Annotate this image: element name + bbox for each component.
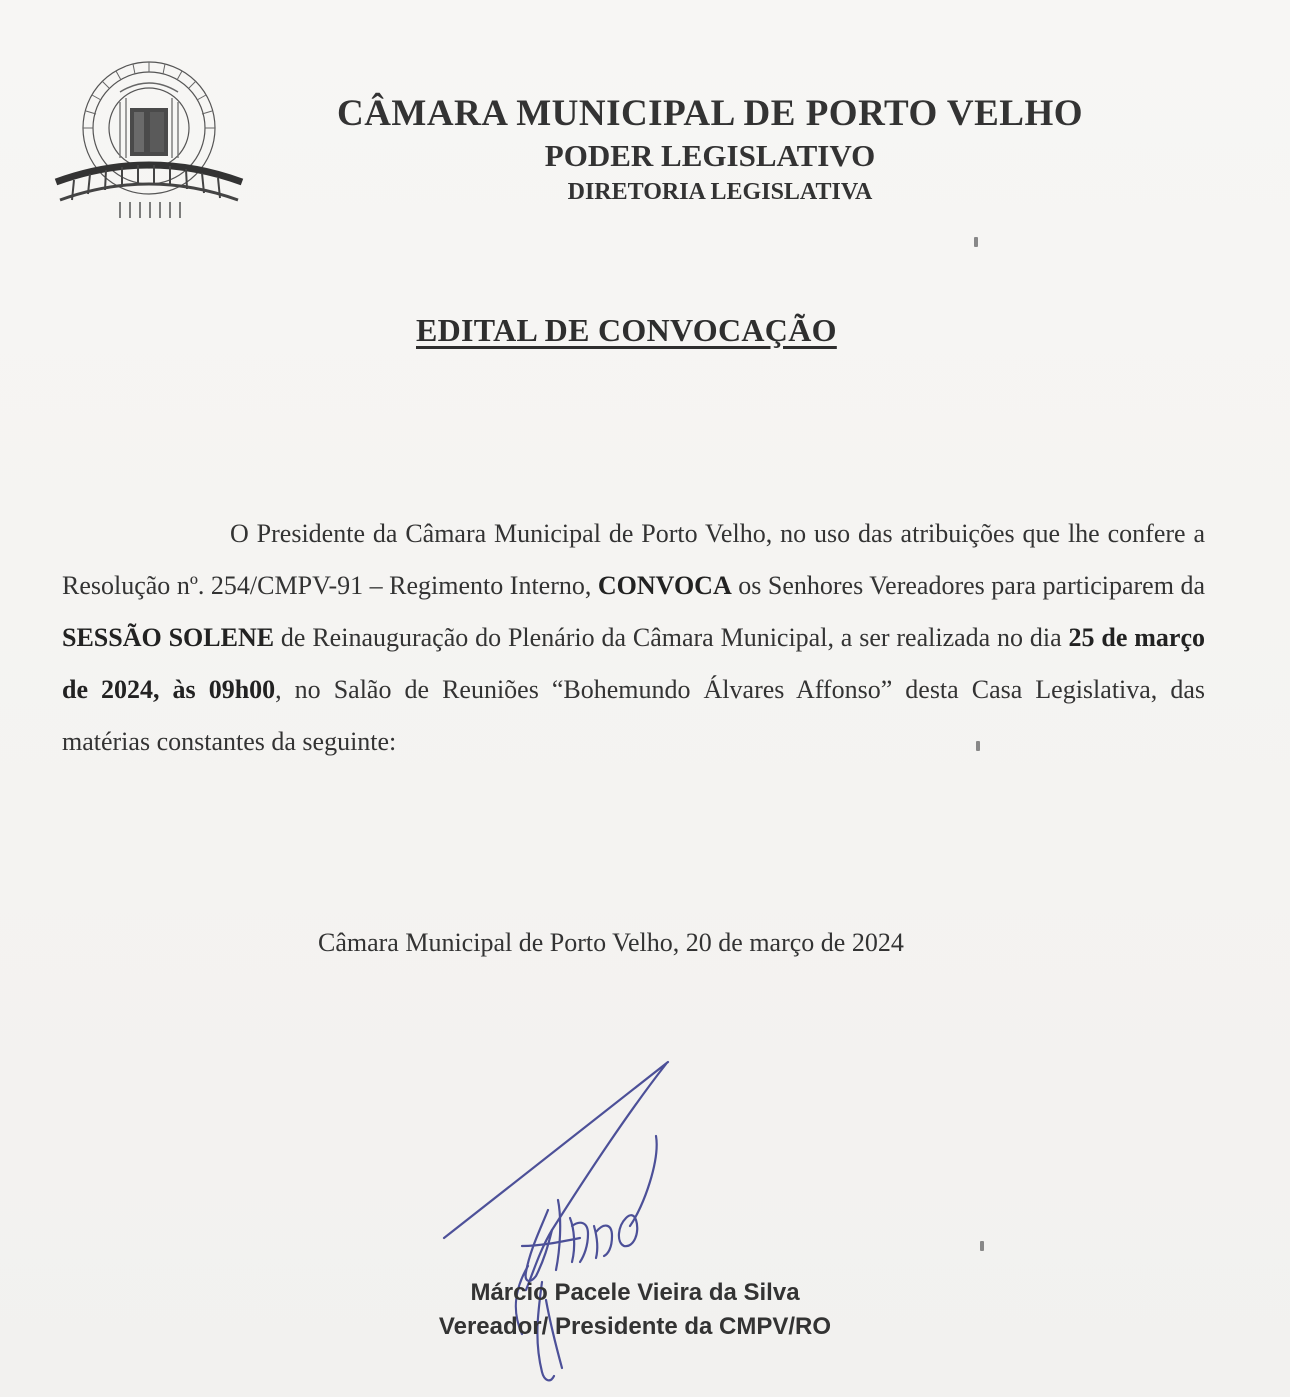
body-bold-sessao: SESSÃO SOLENE bbox=[62, 623, 275, 652]
body-bold-convoca: CONVOCA bbox=[597, 571, 732, 600]
scan-speck bbox=[978, 1240, 986, 1252]
scan-speck bbox=[974, 740, 982, 752]
body-text-3: de Reinauguração do Plenário da Câmara Municipal, a ser realizada no dia bbox=[274, 623, 1069, 652]
body-text-4: , no Salão de Reuniões “Bohemundo Álvares Affonso” desta Casa Legislativa, das matérias constantes da seguinte: bbox=[62, 675, 1205, 756]
document-body bbox=[62, 508, 1205, 768]
body-paragraph bbox=[62, 508, 1205, 768]
body-text-1: O Presidente da Câmara Municipal de Porto Velho, no uso das atribuições que lhe confere a Resolução nº. 254/CMPV-91 – Regimento Interno, bbox=[62, 519, 1205, 600]
institution-department: DIRETORIA LEGISLATIVA bbox=[567, 179, 873, 205]
institution-name: CÂMARA MUNICIPAL DE PORTO VELHO bbox=[336, 93, 1084, 134]
scan-speck bbox=[972, 236, 980, 248]
letterhead bbox=[300, 92, 1120, 208]
signer-role: Vereador/ Presidente da CMPV/RO bbox=[438, 1313, 832, 1340]
institution-branch: PODER LEGISLATIVO bbox=[544, 138, 876, 173]
body-bold-date: 25 de março de 2024, às 09h00 bbox=[62, 623, 1205, 704]
body-text-2: os Senhores Vereadores para participarem da bbox=[731, 571, 1205, 600]
municipal-seal-icon bbox=[50, 52, 248, 224]
place-date: Câmara Municipal de Porto Velho, 20 de março de 2024 bbox=[318, 928, 904, 957]
signer-block bbox=[400, 1276, 870, 1344]
signer-name: Márcio Pacele Vieira da Silva bbox=[470, 1279, 800, 1306]
document-title: EDITAL DE CONVOCAÇÃO bbox=[416, 312, 837, 348]
